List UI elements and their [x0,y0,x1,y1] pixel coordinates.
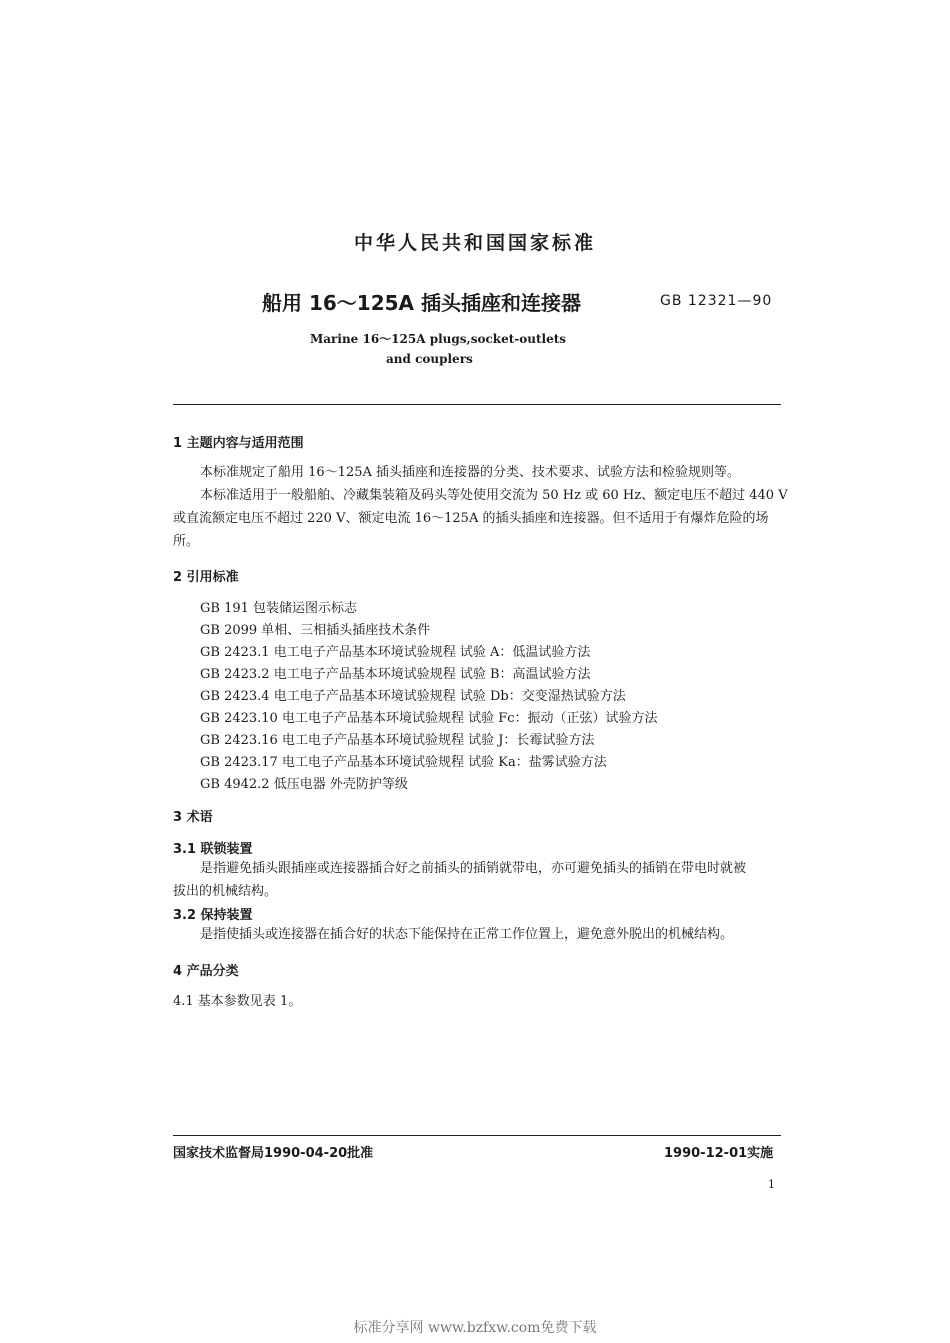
section-4-1-text: 4.1 基本参数见表 1。 [173,994,302,1009]
reference-item: GB 2423.1 电工电子产品基本环境试验规程 试验 A：低温试验方法 [200,645,591,660]
approval-date: 国家技术监督局1990-04-20批准 [173,1146,374,1161]
section-3-2-text: 是指使插头或连接器在插合好的状态下能保持在正常工作位置上，避免意外脱出的机械结构。 [200,927,734,942]
reference-item: GB 4942.2 低压电器 外壳防护等级 [200,777,408,792]
standard-code: GB 12321—90 [660,293,773,309]
english-title-line-2: and couplers [386,352,473,366]
document-title: 船用 16～125A 插头插座和连接器 [262,291,581,315]
section-2-heading: 2 引用标准 [173,570,239,585]
reference-item: GB 2423.2 电工电子产品基本环境试验规程 试验 B：高温试验方法 [200,667,591,682]
section-1-paragraph-2-line-3: 所。 [173,534,200,549]
section-3-heading: 3 术语 [173,810,213,825]
watermark-text: 标准分享网 www.bzfxw.com免费下载 [353,1320,597,1336]
effective-date: 1990-12-01实施 [664,1146,774,1161]
section-1-paragraph-2-line-2: 或直流额定电压不超过 220 V、额定电流 16～125A 的插头插座和连接器。但不适用于有爆炸危险的场 [173,511,769,526]
section-1-paragraph-1: 本标准规定了船用 16～125A 插头插座和连接器的分类、技术要求、试验方法和检验规则等。 [200,465,741,480]
reference-item: GB 2423.16 电工电子产品基本环境试验规程 试验 J：长霉试验方法 [200,733,595,748]
footer-divider [173,1135,781,1136]
section-3-1-text-line-1: 是指避免插头跟插座或连接器插合好之前插头的插销就带电，亦可避免插头的插销在带电时就被 [200,861,747,876]
section-3-1-text-line-2: 拔出的机械结构。 [173,884,278,899]
section-4-heading: 4 产品分类 [173,964,239,979]
reference-item: GB 191 包装储运图示标志 [200,601,358,616]
section-3-1-heading: 3.1 联锁装置 [173,842,253,857]
section-3-2-heading: 3.2 保持装置 [173,908,253,923]
reference-item: GB 2099 单相、三相插头插座技术条件 [200,623,431,638]
reference-item: GB 2423.4 电工电子产品基本环境试验规程 试验 Db：交变湿热试验方法 [200,689,626,704]
header-divider [173,404,781,405]
section-1-heading: 1 主题内容与适用范围 [173,436,304,451]
reference-item: GB 2423.17 电工电子产品基本环境试验规程 试验 Ka：盐雾试验方法 [200,755,607,770]
section-1-paragraph-2-line-1: 本标准适用于一般船舶、冷藏集装箱及码头等处使用交流为 50 Hz 或 60 Hz、额定电压不超过 440 V [200,488,788,503]
national-standard-heading: 中华人民共和国国家标准 [353,232,596,254]
reference-item: GB 2423.10 电工电子产品基本环境试验规程 试验 Fc：振动（正弦）试验方法 [200,711,658,726]
page-number: 1 [768,1178,775,1191]
english-title-line-1: Marine 16～125A plugs,socket-outlets [310,332,567,346]
